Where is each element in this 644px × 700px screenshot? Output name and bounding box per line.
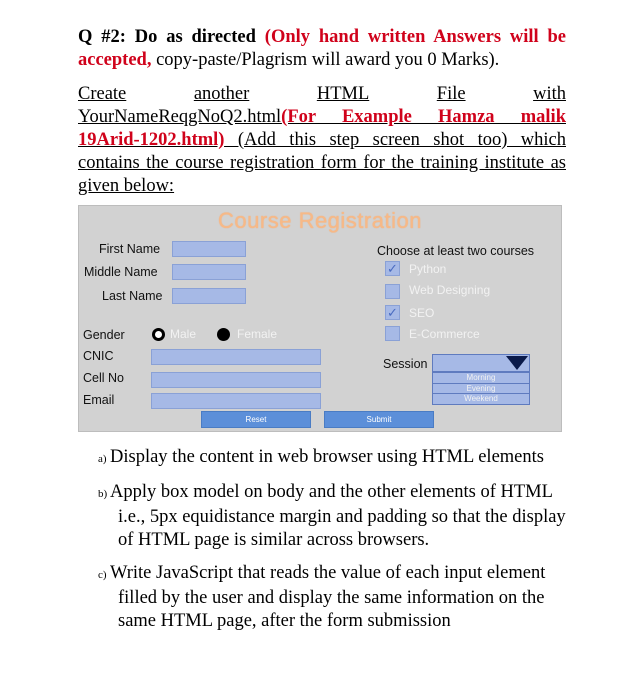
cnic-label: CNIC <box>83 349 114 363</box>
subtask-list <box>98 446 568 643</box>
question-heading <box>78 26 566 72</box>
form-screenshot <box>78 205 562 432</box>
subtask-text: Apply box model on body and the other elements of HTML i.e., 5px equidistance margin and padding so that the display of HTML page is similar across browsers. <box>110 482 566 550</box>
male-radio[interactable] <box>152 328 165 341</box>
session-label: Session <box>383 357 428 371</box>
plagiarism-note: copy-paste/Plagrism will award you 0 Marks). <box>156 50 500 70</box>
task-description <box>78 83 566 198</box>
seo-checkbox[interactable]: ✓ <box>385 305 400 320</box>
web-designing-checkbox[interactable] <box>385 284 400 299</box>
task-word: Create <box>78 84 127 104</box>
task-example: (For Example Hamza malik 19Arid-1202.html) <box>78 107 566 150</box>
subtask-text: Display the content in web browser using HTML elements <box>110 447 544 467</box>
submit-button[interactable]: Submit <box>324 411 434 428</box>
task-word: File <box>436 84 466 104</box>
middle-name-input[interactable] <box>172 264 246 280</box>
gender-label: Gender <box>83 328 125 342</box>
female-radio[interactable] <box>217 328 230 341</box>
female-label: Female <box>237 327 278 341</box>
session-option[interactable]: Evening <box>433 384 529 395</box>
course-python: Python <box>409 262 447 276</box>
middle-name-label: Middle Name <box>84 265 158 279</box>
subtask-text: Write JavaScript that reads the value of each input element filled by the user and display the same information on the same HTML page, after the form submission <box>110 563 546 631</box>
cnic-input[interactable] <box>151 349 321 365</box>
subtask-item <box>98 446 568 471</box>
courses-label: Choose at least two courses <box>377 244 535 258</box>
last-name-label: Last Name <box>102 289 163 303</box>
first-name-label: First Name <box>99 242 161 256</box>
session-option[interactable]: Weekend <box>464 394 498 403</box>
subtask-item <box>98 562 568 633</box>
subtask-marker: a) <box>98 453 107 465</box>
handwritten-note: (Only hand written Answers will be accepted, <box>78 27 567 70</box>
task-word: with <box>533 84 566 104</box>
male-label: Male <box>170 327 197 341</box>
course-web-designing: Web Designing <box>409 283 491 297</box>
last-name-input[interactable] <box>172 288 246 304</box>
question-number: Q #2: Do as directed <box>78 27 256 47</box>
form-title: Course Registration <box>218 208 422 233</box>
python-checkbox[interactable]: ✓ <box>385 261 400 276</box>
session-select[interactable] <box>432 354 530 372</box>
cell-label: Cell No <box>83 371 124 385</box>
dropdown-arrow-icon[interactable] <box>506 356 528 370</box>
task-word: HTML <box>316 84 370 104</box>
task-filename: YourNameReqgNoQ2.html <box>78 107 282 127</box>
session-option[interactable]: Morning <box>433 373 529 384</box>
task-word: another <box>193 84 250 104</box>
first-name-input[interactable] <box>172 241 246 257</box>
reset-button[interactable]: Reset <box>201 411 311 428</box>
subtask-marker: c) <box>98 569 107 581</box>
cell-input[interactable] <box>151 372 321 388</box>
task-rest: (Add this step screen shot too) which contains the course registration form for the training institute as given below: <box>78 130 566 196</box>
subtask-item <box>98 481 568 552</box>
course-seo: SEO <box>409 306 435 320</box>
course-ecommerce: E-Commerce <box>409 327 480 341</box>
ecommerce-checkbox[interactable] <box>385 326 400 341</box>
email-label: Email <box>83 393 115 407</box>
session-options <box>432 372 530 405</box>
email-input[interactable] <box>151 393 321 409</box>
subtask-marker: b) <box>98 488 108 500</box>
